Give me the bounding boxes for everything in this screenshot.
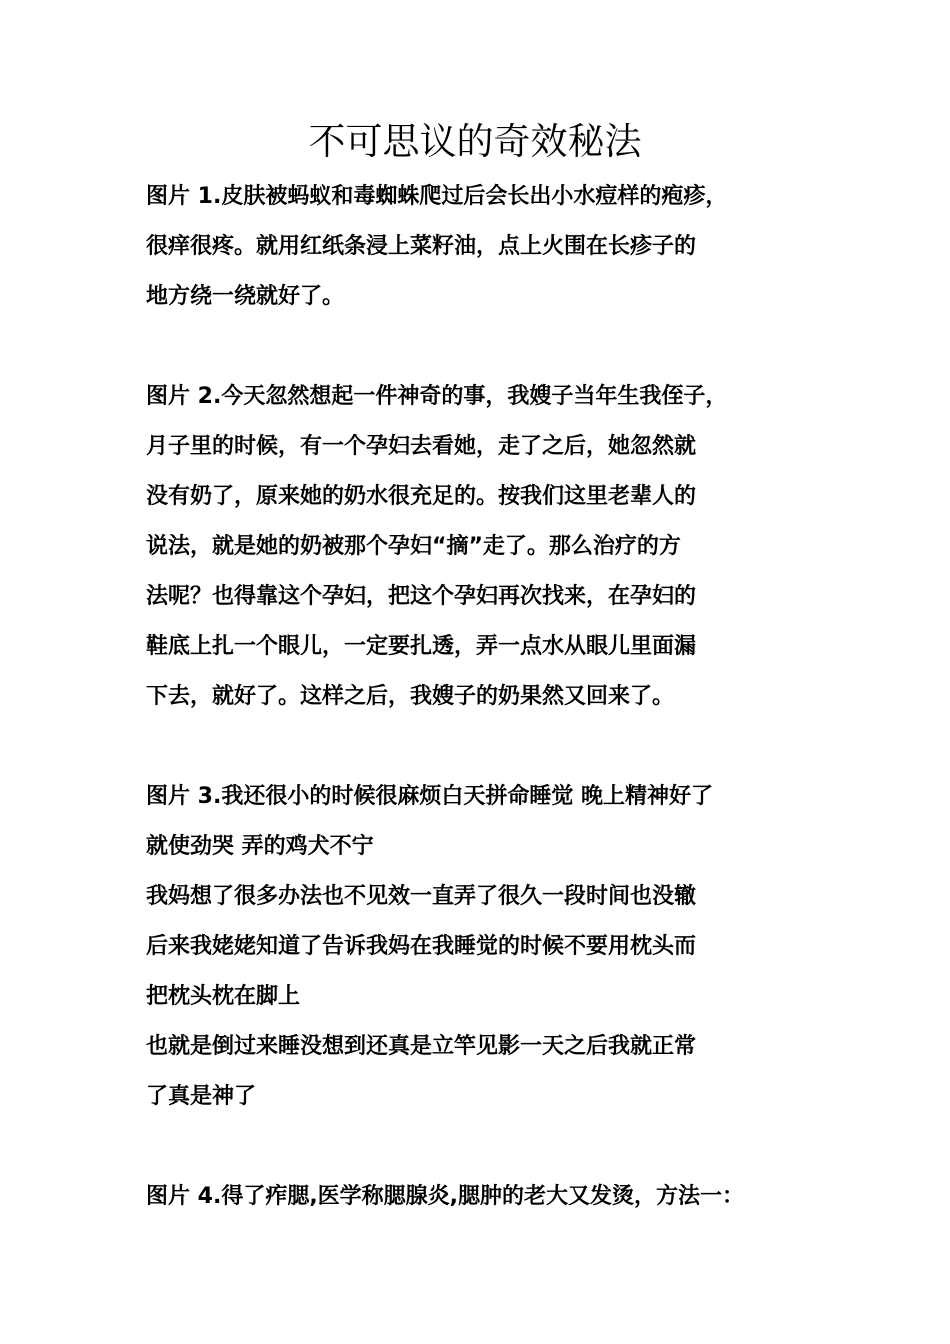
text-line: 月子里的时候，有一个孕妇去看她，走了之后，她忽然就 (146, 434, 697, 459)
text-line: 了真是神了 (146, 1084, 257, 1109)
text-line: 图片 2.今天忽然想起一件神奇的事，我嫂子当年生我侄子， (146, 384, 728, 409)
text-line: 就使劲哭 弄的鸡犬不宁 (146, 834, 374, 859)
text-line: 说法，就是她的奶被那个孕妇“摘”走了。那么治疗的方 (146, 534, 681, 559)
text-line: 也就是倒过来睡没想到还真是立竿见影一天之后我就正常 (146, 1034, 697, 1059)
text-line: 没有奶了，原来她的奶水很充足的。按我们这里老辈人的 (146, 484, 697, 509)
paragraph-gap (146, 322, 836, 372)
text-line: 地方绕一绕就好了。 (146, 284, 345, 309)
text-line: 图片 1.皮肤被蚂蚁和毒蜘蛛爬过后会长出小水痘样的疱疹， (146, 184, 728, 209)
paragraph-gap (146, 722, 836, 772)
text-line: 很痒很疼。就用红纸条浸上菜籽油，点上火围在长疹子的 (146, 234, 697, 259)
section-4 (146, 1172, 836, 1222)
text-line: 下去，就好了。这样之后，我嫂子的奶果然又回来了。 (146, 684, 675, 709)
text-line: 鞋底上扎一个眼儿，一定要扎透，弄一点水从眼儿里面漏 (146, 634, 697, 659)
text-line: 我妈想了很多办法也不见效一直弄了很久一段时间也没辙 (146, 884, 697, 909)
section-3 (146, 772, 836, 1122)
document-title: 不可思议的奇效秘法 (308, 120, 642, 163)
text-line: 图片 3.我还很小的时候很麻烦白天拼命睡觉 晚上精神好了 (146, 784, 713, 809)
document-body (146, 172, 836, 1222)
text-line: 图片 4.得了痄腮,医学称腮腺炎,腮肿的老大又发烫，方法一： (146, 1184, 745, 1209)
text-line: 把枕头枕在脚上 (146, 984, 301, 1009)
section-1 (146, 172, 836, 322)
text-line: 后来我姥姥知道了告诉我妈在我睡觉的时候不要用枕头而 (146, 934, 697, 959)
section-2 (146, 372, 836, 722)
paragraph-gap (146, 1122, 836, 1172)
text-line: 法呢？也得靠这个孕妇，把这个孕妇再次找来，在孕妇的 (146, 584, 697, 609)
